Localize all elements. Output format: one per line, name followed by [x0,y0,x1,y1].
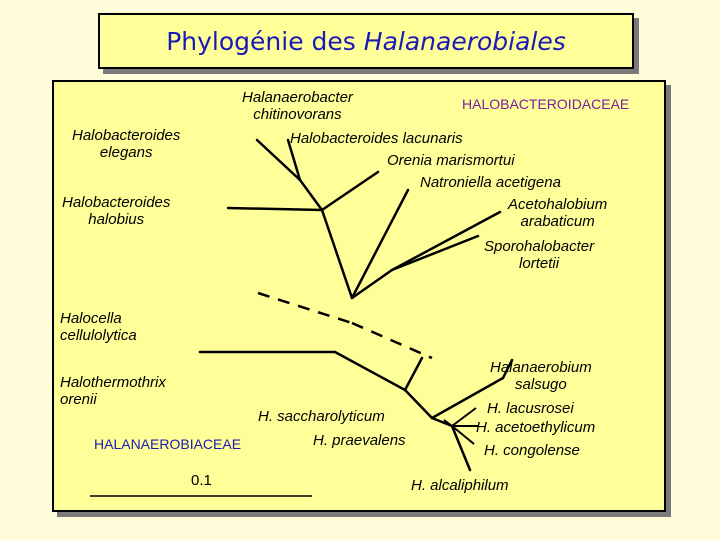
label-hb-elegans-text: Halobacteroides elegans [72,127,181,161]
branch-lower-internal [405,390,432,418]
branch-stem-upper [322,210,352,298]
label-hb-elegans [72,127,180,161]
label-hb-lacunaris: Halobacteroides lacunaris [290,130,463,147]
family-halanaerobiaceae: HALANAEROBIACEAE [94,436,242,452]
label-sporohalobacter [484,238,594,272]
label-halocella-text: Halocella cellulolytica [60,310,137,344]
dashed-link-lower [352,323,432,358]
branch-natroniella [352,190,408,298]
branch-sporohalobacter [392,236,478,270]
label-halocella [60,310,137,344]
label-h-saccharolyticum: H. saccharolyticum [258,408,385,425]
branch-h-lacusrosei [452,408,476,426]
label-acetohalobium [508,196,607,230]
family-halobacteroidaceae: HALOBACTEROIDACEAE [462,96,630,112]
branch-orenia [322,172,378,210]
title-plain: Phylogénie des [166,26,364,56]
label-halanaerobacter [242,89,353,123]
label-hb-halobius [62,194,170,228]
label-natroniella: Natroniella acetigena [420,174,561,191]
label-sporohalobacter-text: Sporohalobacter lortetii [484,238,595,272]
label-h-congolense: H. congolense [484,442,580,459]
label-hb-halobius-text: Halobacteroides halobius [62,194,171,228]
branch-upper-internal [300,180,322,210]
label-h-alcaliphilum: H. alcaliphilum [411,477,509,494]
label-halothermothrix [60,374,166,408]
dashed-link-upper [258,293,352,323]
label-orenia: Orenia marismortui [387,152,515,169]
label-h-salsugo [490,359,592,393]
label-halanaerobacter-text: Halanaerobacter chitinovorans [242,89,353,123]
label-halothermothrix-text: Halothermothrix orenii [60,374,166,408]
branch-halocella [405,358,422,390]
label-acetohalobium-text: Acetohalobium arabaticum [508,196,608,230]
label-h-lacusrosei: H. lacusrosei [487,400,574,417]
branch-lower-stem [335,352,405,390]
label-h-acetoethylicum: H. acetoethylicum [476,419,596,436]
title-italic: Halanaerobiales [363,26,566,56]
branch-hb-halobius [228,208,322,210]
scale-bar-label: 0.1 [191,472,212,489]
label-h-praevalens: H. praevalens [313,432,406,449]
label-h-salsugo-text: Halanaerobium salsugo [490,359,592,393]
